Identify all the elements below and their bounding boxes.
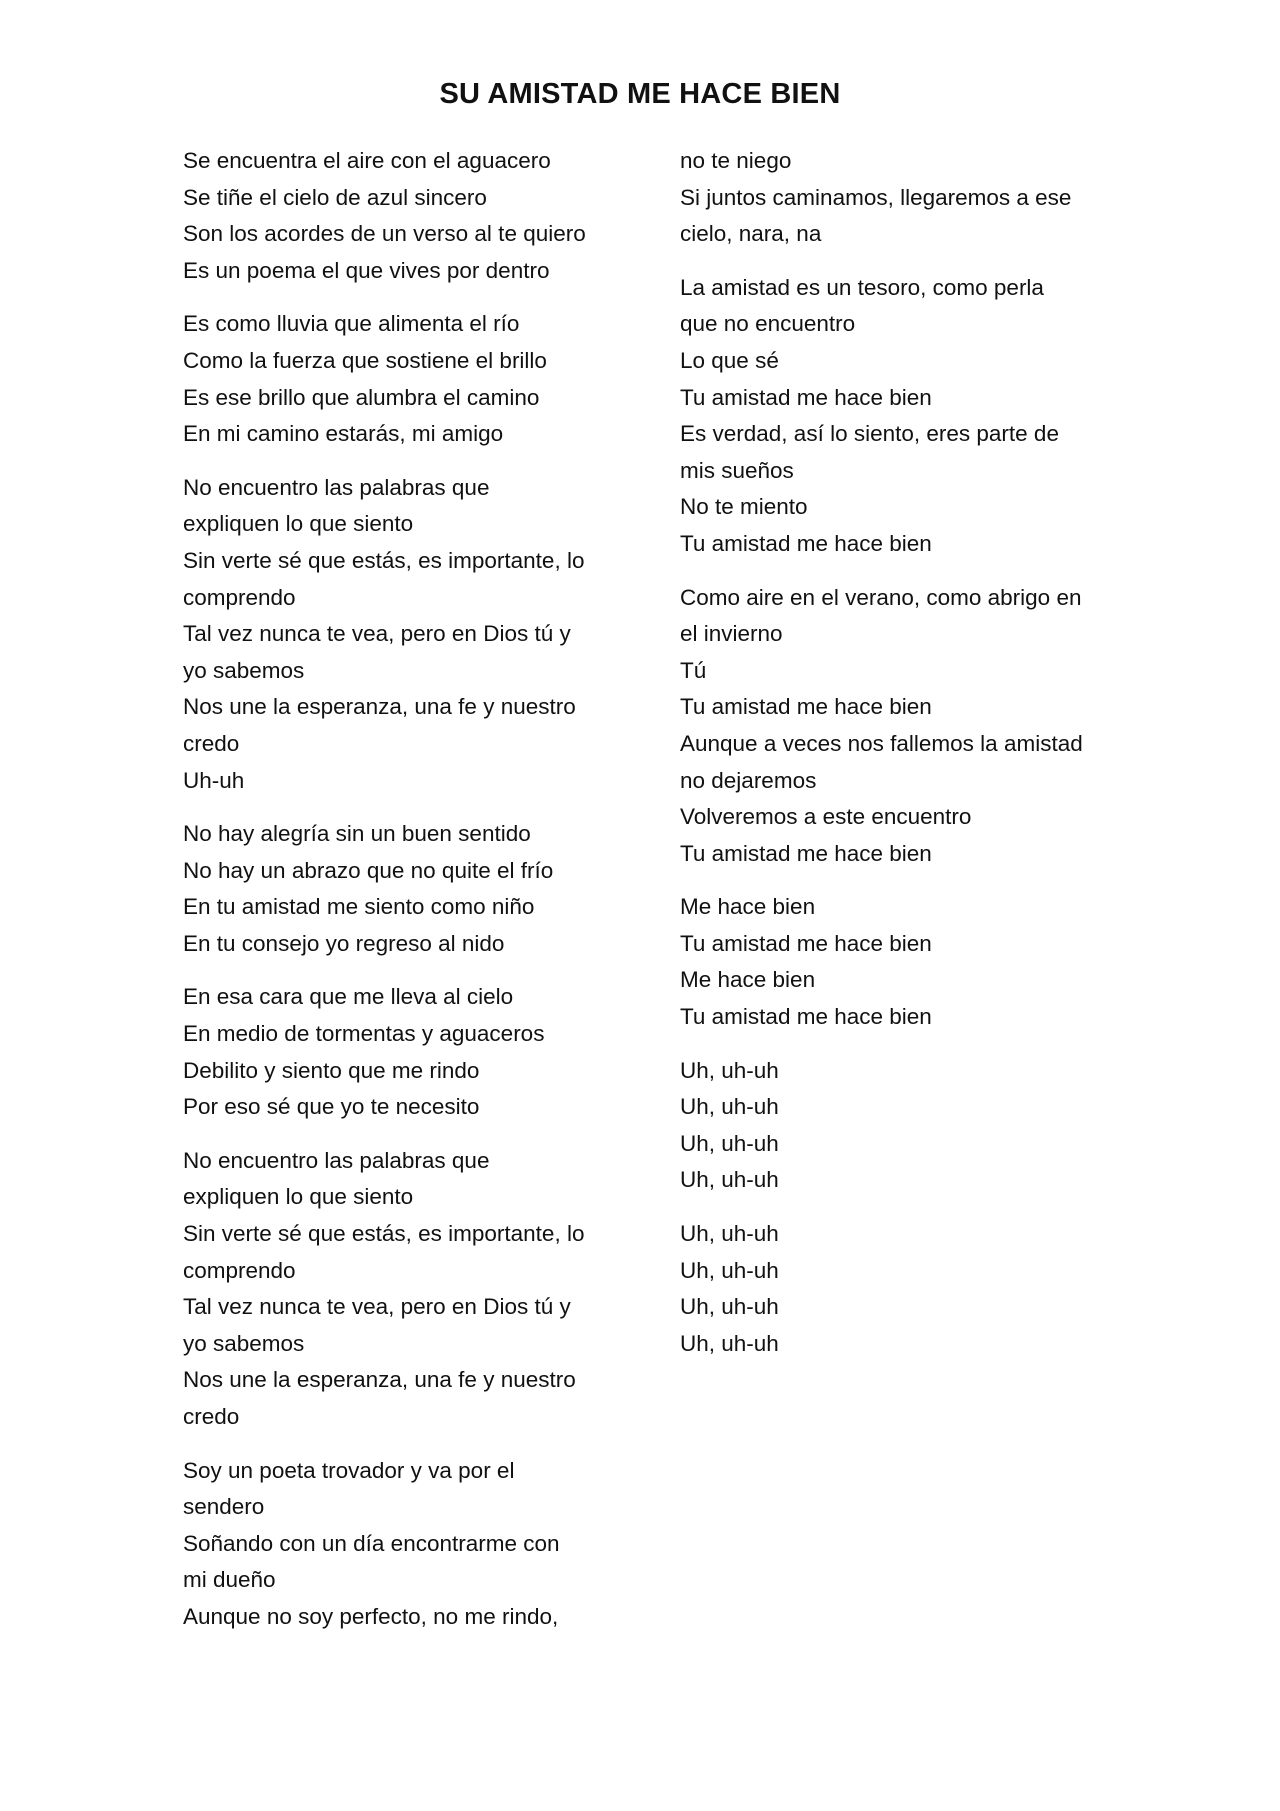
lyric-line: Volveremos a este encuentro (680, 804, 972, 830)
lyric-line: En tu consejo yo regreso al nido (183, 930, 505, 956)
stanza (183, 143, 623, 289)
lyrics-left-column (183, 143, 623, 1653)
lyric-line: Sin verte sé que estás, es importante, lo (183, 547, 585, 573)
lyric-line: Debilito y siento que me rindo (183, 1057, 480, 1083)
lyric-line: Por eso sé que yo te necesito (183, 1094, 480, 1120)
lyric-line: expliquen lo que siento (183, 511, 414, 537)
lyric-line: Uh, uh-uh (680, 1167, 779, 1193)
lyric-line: yo sabemos (183, 657, 305, 683)
lyric-line: En medio de tormentas y aguaceros (183, 1021, 545, 1047)
lyric-line: Uh-uh (183, 767, 245, 793)
lyric-line: Tu amistad me hace bien (680, 530, 932, 556)
stanza (680, 270, 1120, 563)
lyric-line: No hay alegría sin un buen sentido (183, 821, 531, 847)
lyric-line: Tu amistad me hace bien (680, 694, 932, 720)
stanza (183, 816, 623, 962)
lyric-line: Es verdad, así lo siento, eres parte de (680, 421, 1059, 447)
lyric-line: Se encuentra el aire con el aguacero (183, 148, 551, 173)
stanza (183, 1453, 623, 1636)
lyric-line: mis sueños (680, 457, 794, 483)
lyric-line: que no encuentro (680, 311, 856, 337)
lyric-line: Aunque a veces nos fallemos la amistad (680, 730, 1083, 756)
lyric-line: Si juntos caminamos, llegaremos a ese (680, 184, 1072, 210)
lyric-line: Tu amistad me hace bien (680, 930, 932, 956)
lyric-line: Me hace bien (680, 967, 816, 993)
lyric-line: Lo que sé (680, 347, 779, 373)
lyric-line: Uh, uh-uh (680, 1330, 779, 1356)
lyric-line: Es un poema el que vives por dentro (183, 257, 550, 283)
lyric-line: Uh, uh-uh (680, 1257, 779, 1283)
page-title: SU AMISTAD ME HACE BIEN (439, 78, 841, 110)
lyric-line: Como aire en el verano, como abrigo en (680, 584, 1082, 610)
lyric-line: Uh, uh-uh (680, 1294, 779, 1320)
lyric-line: Es como lluvia que alimenta el río (183, 311, 520, 337)
lyric-line: No encuentro las palabras que (183, 1147, 490, 1173)
lyric-line: Soñando con un día encontrarme con (183, 1530, 560, 1556)
lyric-line: yo sabemos (183, 1330, 305, 1356)
lyrics-right-column (680, 143, 1120, 1379)
lyric-line: No te miento (680, 494, 808, 520)
stanza (183, 979, 623, 1125)
lyric-line: Nos une la esperanza, una fe y nuestro (183, 694, 576, 720)
lyric-line: no dejaremos (680, 767, 817, 793)
lyric-line: La amistad es un tesoro, como perla (680, 274, 1044, 300)
stanza (680, 580, 1120, 873)
stanza (680, 889, 1120, 1035)
lyric-line: Uh, uh-uh (680, 1094, 779, 1120)
lyric-line: Uh, uh-uh (680, 1130, 779, 1156)
lyric-line: Sin verte sé que estás, es importante, lo (183, 1221, 585, 1247)
lyric-line: credo (183, 730, 240, 756)
lyric-line: cielo, nara, na (680, 221, 822, 247)
lyric-line: No hay un abrazo que no quite el frío (183, 857, 554, 883)
lyric-line: No encuentro las palabras que (183, 474, 490, 500)
lyric-line: comprendo (183, 584, 296, 610)
lyric-line: Uh, uh-uh (680, 1057, 779, 1083)
stanza (183, 1143, 623, 1436)
lyric-line: Tu amistad me hace bien (680, 840, 932, 866)
lyric-line: Como la fuerza que sostiene el brillo (183, 347, 547, 373)
lyric-line: Es ese brillo que alumbra el camino (183, 384, 540, 410)
stanza (680, 143, 1120, 253)
lyric-line: el invierno (680, 621, 783, 647)
lyric-line: Soy un poeta trovador y va por el (183, 1457, 515, 1483)
lyric-line: Nos une la esperanza, una fe y nuestro (183, 1367, 576, 1393)
stanza (183, 470, 623, 799)
lyric-line: Tu amistad me hace bien (680, 1004, 932, 1030)
lyric-line: expliquen lo que siento (183, 1184, 414, 1210)
lyric-line: En mi camino estarás, mi amigo (183, 421, 504, 447)
stanza (183, 306, 623, 452)
lyric-line: Tú (680, 657, 707, 683)
lyric-line: Tu amistad me hace bien (680, 384, 932, 410)
stanza (680, 1216, 1120, 1362)
lyric-line: Tal vez nunca te vea, pero en Dios tú y (183, 1294, 571, 1320)
lyric-line: Uh, uh-uh (680, 1221, 779, 1247)
lyric-line: Aunque no soy perfecto, no me rindo, (183, 1603, 559, 1629)
lyric-line: Se tiñe el cielo de azul sincero (183, 184, 487, 210)
lyric-line: En tu amistad me siento como niño (183, 894, 535, 920)
lyric-line: comprendo (183, 1257, 296, 1283)
stanza (680, 1053, 1120, 1199)
lyric-line: Son los acordes de un verso al te quiero (183, 221, 586, 247)
lyric-line: sendero (183, 1494, 265, 1520)
lyric-line: Me hace bien (680, 894, 816, 920)
lyric-line: Tal vez nunca te vea, pero en Dios tú y (183, 621, 571, 647)
lyric-line: mi dueño (183, 1567, 276, 1593)
lyric-line: En esa cara que me lleva al cielo (183, 984, 514, 1010)
lyric-line: credo (183, 1404, 240, 1429)
lyric-line: no te niego (680, 148, 792, 173)
